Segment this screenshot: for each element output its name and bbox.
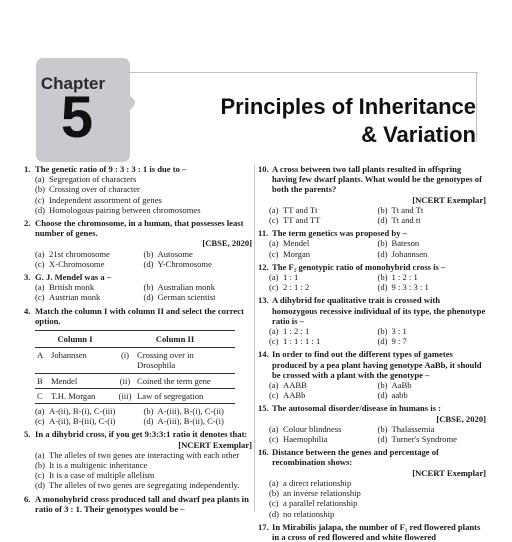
option[interactable]: (b) Crossing over of character [35,184,140,195]
options-list [258,424,486,444]
option[interactable]: (a) Segregation of characters [35,174,137,185]
options-list [258,272,486,292]
question-text: In order to find out the different types of gametes produced by a pea plant having genotype AaBb, it should be crossed with a plant with the genotype – [272,349,482,380]
options-list [258,238,486,258]
question-number: 15. [258,403,269,414]
question-text: A monohybrid cross produced tall and dwarf pea plants in ratio of 3 : 1. Their genotypes would be – [35,493,249,514]
option[interactable]: (b) an inverse relationship [269,488,361,499]
question-text: The autosomal disorder/disease in humans is : [CBSE, 2020] [272,403,486,424]
option[interactable]: (d) The alleles of two genes are segregating independently. [35,480,240,491]
question-number: 5. [24,429,31,440]
chapter-number: 5 [60,85,94,150]
question-text: A dihybrid for qualitative trait is crossed with homozygous recessive individual of its type, the phenotype ratio is – [272,295,486,326]
options-list [24,249,252,269]
options-list [258,205,486,225]
column-header: Column II [115,331,235,348]
option[interactable]: (c) a parallel relationship [269,498,358,509]
question-3 [24,272,252,282]
question-number: 4. [24,305,31,316]
match-table [35,330,235,404]
options-list [24,174,252,215]
question-number: 14. [258,349,269,360]
chapter-title-line2: & Variation [361,122,476,147]
question-10 [258,164,486,205]
question-14 [258,349,486,380]
question-15 [258,403,486,423]
option[interactable]: (c) 2 : 1 : 2 [269,282,310,293]
option[interactable]: (a) 21st chromosome [35,248,110,259]
option[interactable]: (c) Austrian monk [35,292,101,303]
question-4 [24,306,252,326]
option[interactable]: (d) Tt and tt [377,215,421,226]
option[interactable]: (b) Thalassemia [377,423,435,434]
options-list [24,282,252,302]
question-number: 2. [24,218,31,229]
question-number: 10. [258,164,269,174]
source-tag: [CBSE, 2020] [436,413,486,424]
source-tag: [CBSE, 2020] [202,238,252,249]
header-rule [128,72,478,73]
option[interactable]: (a) Mendel [269,238,310,249]
question-number: 11. [258,228,269,239]
table-row: C T.H. Morgan (iii) Law of segregation [35,388,235,403]
option[interactable]: (b) Bateson [377,238,420,249]
option[interactable]: (c) Haemophilia [269,434,328,445]
option[interactable]: (c) AABb [269,390,306,401]
option[interactable]: (a) Colour blindness [269,423,342,434]
question-text: Choose the chromosome, in a human, that possesses least number of genes. [CBSE, 2020] [35,218,252,249]
question-number: 16. [258,447,269,458]
question-2 [24,218,252,249]
option[interactable]: (c) TT and TT [269,215,321,226]
options-list [24,450,252,491]
options-list [24,406,252,426]
option[interactable]: (d) German scientist [143,292,216,303]
source-tag: [NCERT Exemplar] [412,467,486,478]
question-5 [24,429,252,449]
option[interactable]: (d) Homologous pairing between chromosomes [35,204,201,215]
option[interactable]: (a) British monk [35,282,95,293]
options-list [258,478,486,519]
column-divider [254,164,255,512]
chapter-title: Principles of Inheritance [220,94,476,119]
table-row: A Johannsen (i) Crossing over in Drosophila [35,348,235,373]
option[interactable]: (c) 1 : 1 : 1 : 1 [269,336,321,347]
option[interactable]: (a) A-(ii), B-(i), C-(iii) [35,406,116,417]
option[interactable]: (d) A-(iii), B-(ii), C-(i) [143,416,224,427]
question-number: 3. [24,272,31,283]
option[interactable]: (b) A-(iii), B-(i), C-(ii) [143,406,224,417]
option[interactable]: (b) 3 : 1 [377,326,407,337]
option[interactable]: (d) no relationship [269,508,335,519]
option[interactable]: (b) Tt and Tt [377,204,424,215]
question-number: 6. [24,493,31,504]
option[interactable]: (b) Autosome [143,248,193,259]
header-rule-vertical [476,72,477,142]
question-number: 12. [258,261,269,272]
option[interactable]: (c) Morgan [269,248,311,259]
option[interactable]: (a) AABB [269,380,307,391]
option[interactable]: (b) Australian monk [143,282,216,293]
question-17 [258,522,486,542]
option[interactable]: (b) 1 : 2 : 1 [377,272,418,283]
option[interactable]: (d) 9 : 7 [377,336,407,347]
question-text: G. J. Mendel was a – [35,272,112,283]
option[interactable]: (a) TT and Tt [269,204,318,215]
option[interactable]: (a) a direct relationship [269,477,352,488]
question-text: The term genetics was proposed by – [272,228,407,239]
option[interactable]: (c) A-(ii), B-(iii), C-(i) [35,416,116,427]
option[interactable]: (b) It is a multigenic inheritance [35,460,148,471]
option[interactable]: (a) The alleles of two genes are interacting with each other [35,449,240,460]
left-column [24,164,252,514]
question-text: Match the column I with column II and select the correct option. [35,305,244,326]
option[interactable]: (c) X-Chromosome [35,258,105,269]
question-13 [258,295,486,326]
option[interactable]: (d) Y-Chromosome [143,258,212,269]
question-11 [258,228,486,238]
question-12 [258,262,486,272]
option[interactable]: (c) It is a case of multiple allelism [35,470,155,481]
question-6 [24,494,252,514]
options-list [258,380,486,400]
question-number: 17. [258,521,269,532]
source-tag: [NCERT Exemplar] [178,439,252,450]
question-text: The genetic ratio of 9 : 3 : 3 : 1 is due to – [35,164,187,174]
question-number: 1. [24,164,31,174]
option[interactable]: (b) AaBb [377,380,412,391]
table-row: B Mendel (ii) Coined the term gene [35,373,235,388]
option[interactable]: (c) Independent assortment of genes [35,194,162,205]
option[interactable]: (d) Turner's Syndrome [377,434,457,445]
table-header-row [35,331,235,348]
option[interactable]: (d) Johannsen [377,248,428,259]
chapter-label: Chapter [40,74,106,93]
question-text: The F₂ genotypic ratio of monohybrid cross is – [272,261,446,272]
question-text: A cross between two tall plants resulted in offspring having few dwarf plants. What would be the genotypes of both the parents? [NCERT Exemplar] [272,164,486,205]
option[interactable]: (a) 1 : 1 [269,272,299,283]
option[interactable]: (a) 1 : 2 : 1 [269,326,310,337]
source-tag: [NCERT Exemplar] [412,194,486,205]
column-header: Column I [35,331,115,348]
question-1 [24,164,252,174]
right-column [258,164,486,542]
question-text: In a dihybrid cross, if you get 9:3:3:1 ratio it denotes that: [NCERT Exemplar] [35,429,252,450]
options-list [258,326,486,346]
question-16 [258,447,486,478]
option[interactable]: (d) aabb [377,390,408,401]
question-number: 13. [258,295,269,306]
question-text: In Mirabilis jalapa, the number of F₂ red flowered plants in a cross of red flowered and white flowered [272,521,481,542]
option[interactable]: (d) 9 : 3 : 3 : 1 [377,282,429,293]
question-text: Distance between the genes and percentage of recombination shows: [NCERT Exemplar] [272,447,486,478]
